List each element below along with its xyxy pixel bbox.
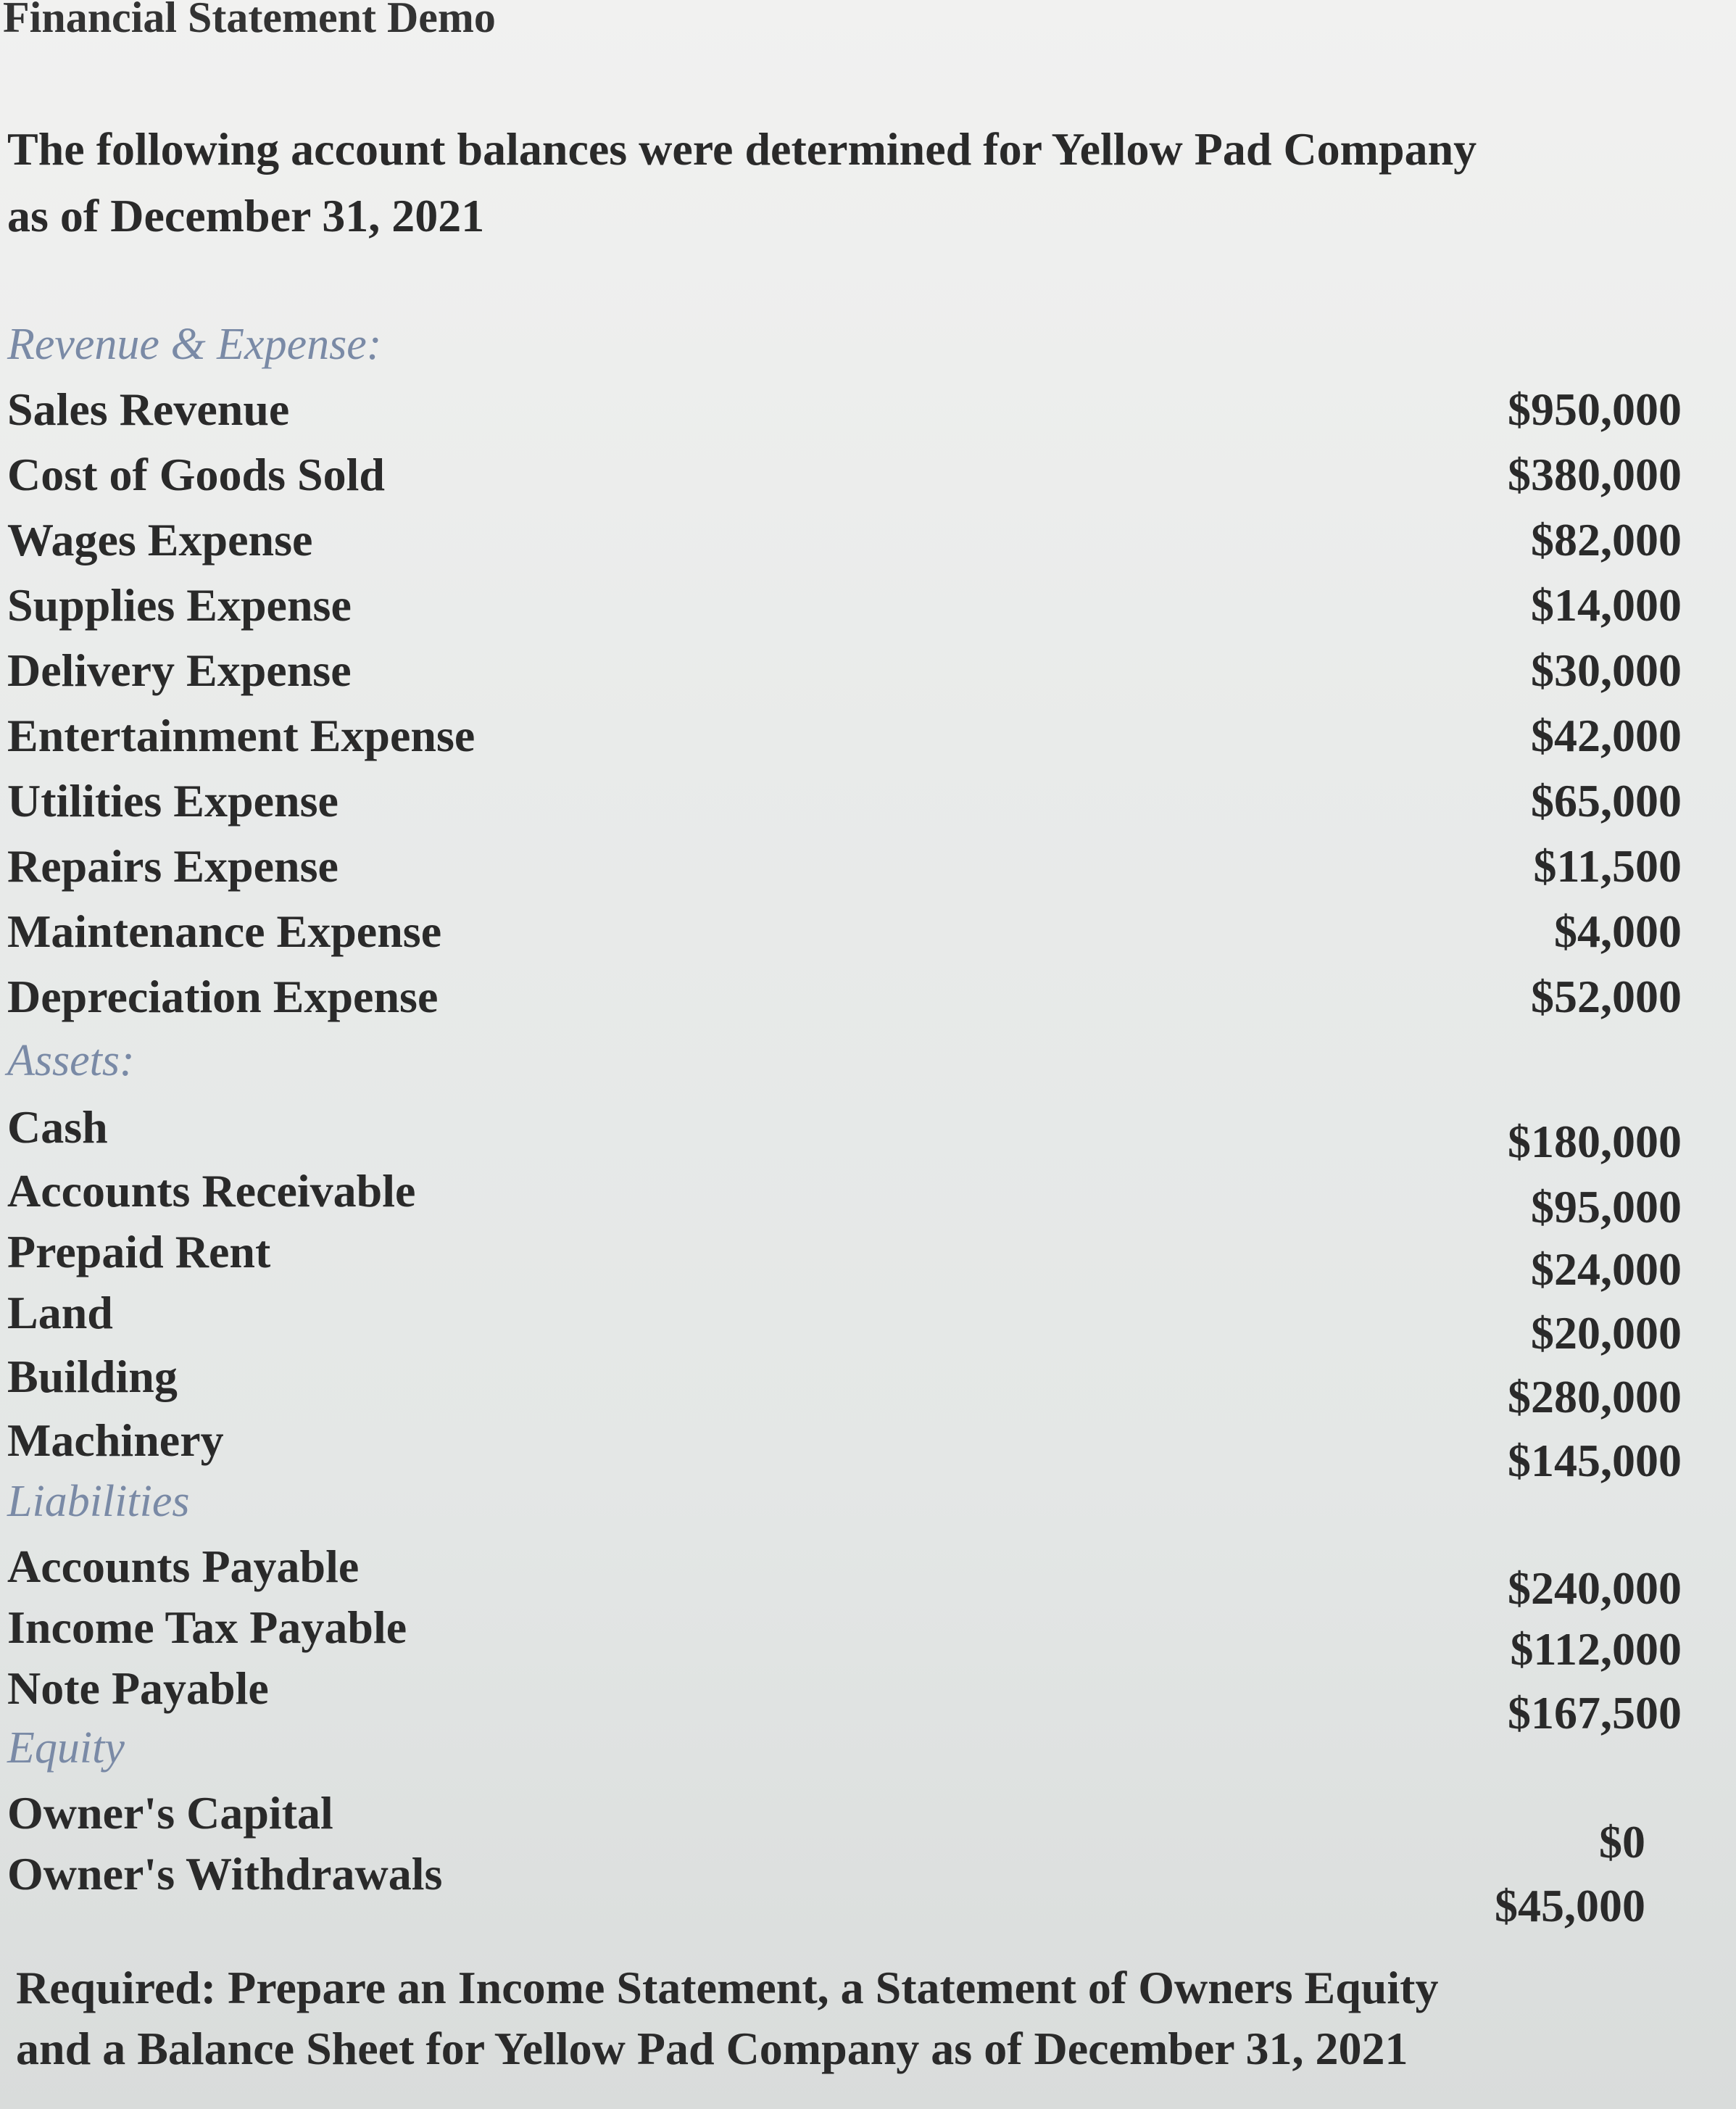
account-row-wages-expense [7,513,1682,571]
account-label: Maintenance Expense [7,906,442,957]
account-row-prepaid-rent [7,1225,1682,1295]
account-value: $95,000 [1531,1181,1682,1232]
account-label: Owner's Capital [7,1787,333,1839]
account-label: Entertainment Expense [7,710,475,761]
account-label: Prepaid Rent [7,1226,271,1277]
section-heading-liabilities: Liabilities [7,1477,190,1526]
account-label: Note Payable [7,1662,269,1714]
account-label: Utilities Expense [7,775,339,826]
account-value: $52,000 [1531,971,1682,1022]
account-row-income-tax-payable [7,1601,1682,1675]
account-value: $380,000 [1508,449,1682,500]
account-label: Depreciation Expense [7,971,439,1022]
account-row-utilities-expense [7,774,1682,832]
account-label: Delivery Expense [7,645,352,696]
account-label: Land [7,1287,113,1338]
account-value: $180,000 [1508,1116,1682,1167]
account-row-supplies-expense [7,579,1682,637]
account-value: $45,000 [1495,1880,1645,1931]
required-instructions [16,1957,1683,2079]
account-value: $24,000 [1531,1243,1682,1295]
account-value: $30,000 [1531,645,1682,696]
account-value: $0 [1599,1816,1645,1868]
intro-text [7,116,1674,249]
account-row-owners-capital [7,1786,1682,1868]
account-row-depreciation-expense [7,970,1682,1028]
required-line-1: Required: Prepare an Income Statement, a Statement of Owners Equity [16,1962,1439,2013]
account-row-maintenance-expense [7,905,1682,963]
required-line-2: and a Balance Sheet for Yellow Pad Company as of December 31, 2021 [16,2023,1408,2074]
account-row-repairs-expense [7,840,1682,898]
section-heading-equity: Equity [7,1723,125,1773]
account-value: $11,500 [1533,840,1682,892]
account-row-accounts-receivable [7,1164,1682,1232]
account-label: Supplies Expense [7,579,352,631]
section-heading-assets: Assets: [7,1036,135,1085]
account-row-entertainment-expense [7,709,1682,767]
account-value: $82,000 [1531,514,1682,565]
account-row-owners-withdrawals [7,1847,1682,1931]
account-value: $240,000 [1508,1562,1682,1614]
account-row-cash [7,1101,1682,1167]
document-title: Financial Statement Demo [3,0,496,41]
account-row-machinery [7,1414,1682,1486]
account-label: Wages Expense [7,514,313,565]
account-value: $112,000 [1510,1623,1682,1675]
account-value: $20,000 [1531,1307,1682,1359]
intro-line-1: The following account balances were determined for Yellow Pad Company [7,123,1477,175]
account-label: Cash [7,1101,108,1153]
account-label: Accounts Receivable [7,1165,416,1217]
account-value: $167,500 [1508,1687,1682,1739]
account-value: $14,000 [1531,579,1682,631]
account-label: Income Tax Payable [7,1602,407,1653]
section-heading-revenue-expense: Revenue & Expense: [7,320,382,369]
account-row-sales-revenue [7,383,1682,441]
account-label: Repairs Expense [7,840,339,892]
account-row-accounts-payable [7,1540,1682,1614]
account-row-note-payable [7,1662,1682,1739]
account-label: Machinery [7,1414,224,1466]
account-value: $280,000 [1508,1371,1682,1422]
account-label: Sales Revenue [7,384,290,435]
account-label: Building [7,1351,178,1402]
account-value: $42,000 [1531,710,1682,761]
account-label: Accounts Payable [7,1541,360,1592]
account-value: $4,000 [1554,906,1682,957]
account-row-land [7,1286,1682,1359]
account-label: Owner's Withdrawals [7,1848,443,1899]
intro-line-2: as of December 31, 2021 [7,190,485,241]
account-row-building [7,1350,1682,1422]
account-row-cost-of-goods-sold [7,448,1682,506]
account-label: Cost of Goods Sold [7,449,385,500]
account-value: $145,000 [1508,1435,1682,1486]
account-value: $950,000 [1508,384,1682,435]
account-row-delivery-expense [7,644,1682,702]
account-value: $65,000 [1531,775,1682,826]
